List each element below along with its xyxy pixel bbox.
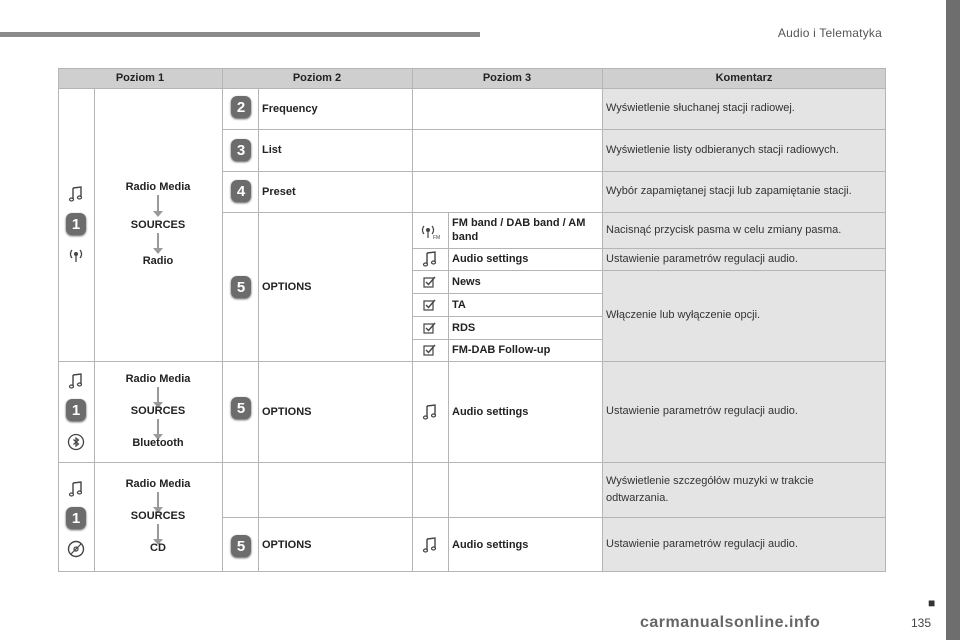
label-ta: TA xyxy=(452,298,466,311)
label-options-radio: OPTIONS xyxy=(262,280,312,293)
grid-line xyxy=(412,339,602,340)
section-title: Audio i Telematyka xyxy=(777,26,882,40)
flow-arrow xyxy=(157,387,159,404)
label-cd-audio-settings: Audio settings xyxy=(452,538,529,551)
page-edge-bar xyxy=(946,0,960,640)
comment-fm-band: Nacisnąć przycisk pasma w celu zmiany pasma. xyxy=(602,212,886,248)
label-preset: Preset xyxy=(262,185,296,198)
flow-step-bluetooth: Bluetooth xyxy=(132,437,184,449)
flow-step-sources: SOURCES xyxy=(130,219,186,231)
header-level-2: Poziom 2 xyxy=(222,68,412,88)
step-badge-2: 2 xyxy=(231,96,251,118)
label-list: List xyxy=(262,144,282,156)
flow-step-cd: CD xyxy=(150,542,166,554)
cd-icon xyxy=(67,540,85,558)
grid-line xyxy=(222,517,886,518)
step-badge-3: 3 xyxy=(231,139,251,161)
header-level-1: Poziom 1 xyxy=(58,68,222,88)
flow-arrow xyxy=(157,492,159,509)
checkbox-icon xyxy=(421,319,439,337)
grid-line xyxy=(58,68,59,572)
checkbox-icon xyxy=(421,273,439,291)
flow-step-radio-media: Radio Media xyxy=(125,181,191,193)
grid-line xyxy=(412,248,886,249)
grid-line xyxy=(58,571,886,572)
grid-line xyxy=(412,270,886,271)
flow-step-radio: Radio xyxy=(142,255,174,267)
label-fm-dab: FM-DAB Follow-up xyxy=(452,344,551,356)
header-bar xyxy=(0,32,480,37)
page-marker: ■ xyxy=(928,596,936,610)
header-level-3: Poziom 3 xyxy=(412,68,602,88)
header-comment: Komentarz xyxy=(602,68,886,88)
step-badge-5: 5 xyxy=(231,535,251,557)
music-note-icon xyxy=(421,403,439,421)
step-badge-5: 5 xyxy=(231,397,251,419)
grid-line xyxy=(885,68,886,572)
grid-line xyxy=(58,88,886,89)
comment-list: Wyświetlenie listy odbieranych stacji radiowych. xyxy=(602,129,886,171)
comment-preset: Wybór zapamiętanej stacji lub zapamiętanie stacji. xyxy=(602,171,886,212)
label-options-cd: OPTIONS xyxy=(262,538,312,551)
grid-line xyxy=(58,361,886,362)
comment-frequency: Wyświetlenie słuchanej stacji radiowej. xyxy=(602,88,886,129)
grid-line xyxy=(412,293,602,294)
label-audio-settings: Audio settings xyxy=(452,253,529,265)
flow-arrow xyxy=(157,195,159,213)
grid-line xyxy=(58,462,886,463)
comment-cd-audio-settings: Ustawienie parametrów regulacji audio. xyxy=(602,517,886,572)
fm-am-band-icon xyxy=(421,223,439,241)
grid-line xyxy=(222,68,223,572)
bluetooth-icon xyxy=(67,433,85,451)
svg-text:FM: FM xyxy=(433,235,441,241)
page-number: 135 xyxy=(911,616,932,630)
checkbox-icon xyxy=(421,296,439,314)
flow-step-sources: SOURCES xyxy=(130,510,186,522)
step-badge-1: 1 xyxy=(66,213,86,235)
flow-arrow xyxy=(157,524,159,541)
music-note-icon xyxy=(421,250,439,268)
flow-arrow xyxy=(157,419,159,436)
grid-line xyxy=(412,68,413,572)
checkbox-icon xyxy=(421,341,439,359)
grid-line xyxy=(222,129,886,130)
menu-table xyxy=(58,68,886,572)
grid-line xyxy=(602,68,603,572)
watermark: carmanualsonline.info xyxy=(640,614,821,631)
flow-step-radio-media: Radio Media xyxy=(125,478,191,490)
flow-step-sources: SOURCES xyxy=(130,405,186,417)
label-bt-audio-settings: Audio settings xyxy=(452,405,529,418)
comment-toggle-options: Włączenie lub wyłączenie opcji. xyxy=(602,270,886,361)
grid-line xyxy=(94,88,95,572)
label-options-bt: OPTIONS xyxy=(262,405,312,418)
step-badge-5: 5 xyxy=(231,276,251,298)
label-news: News xyxy=(452,275,481,288)
comment-audio-settings: Ustawienie parametrów regulacji audio. xyxy=(602,248,886,270)
step-badge-1: 1 xyxy=(66,399,86,421)
grid-line xyxy=(222,212,886,213)
radio-antenna-icon xyxy=(67,246,85,264)
music-note-icon xyxy=(67,185,85,203)
flow-arrow xyxy=(157,233,159,250)
grid-line xyxy=(412,316,602,317)
grid-line xyxy=(58,68,886,69)
music-note-icon xyxy=(421,536,439,554)
comment-bt-audio-settings: Ustawienie parametrów regulacji audio. xyxy=(602,361,886,462)
flow-step-radio-media: Radio Media xyxy=(125,373,191,385)
step-badge-4: 4 xyxy=(231,180,251,202)
grid-line xyxy=(258,88,259,572)
step-badge-1: 1 xyxy=(66,507,86,529)
label-fm-band: FM band / DAB band / AM band xyxy=(452,217,586,243)
music-note-icon xyxy=(67,372,85,390)
label-rds: RDS xyxy=(452,321,476,334)
comment-cd-info: Wyświetlenie szczegółów muzyki w trakcie odtwarzania. xyxy=(602,462,886,517)
music-note-icon xyxy=(67,480,85,498)
grid-line xyxy=(222,171,886,172)
label-frequency: Frequency xyxy=(262,102,318,115)
grid-line xyxy=(448,212,449,572)
